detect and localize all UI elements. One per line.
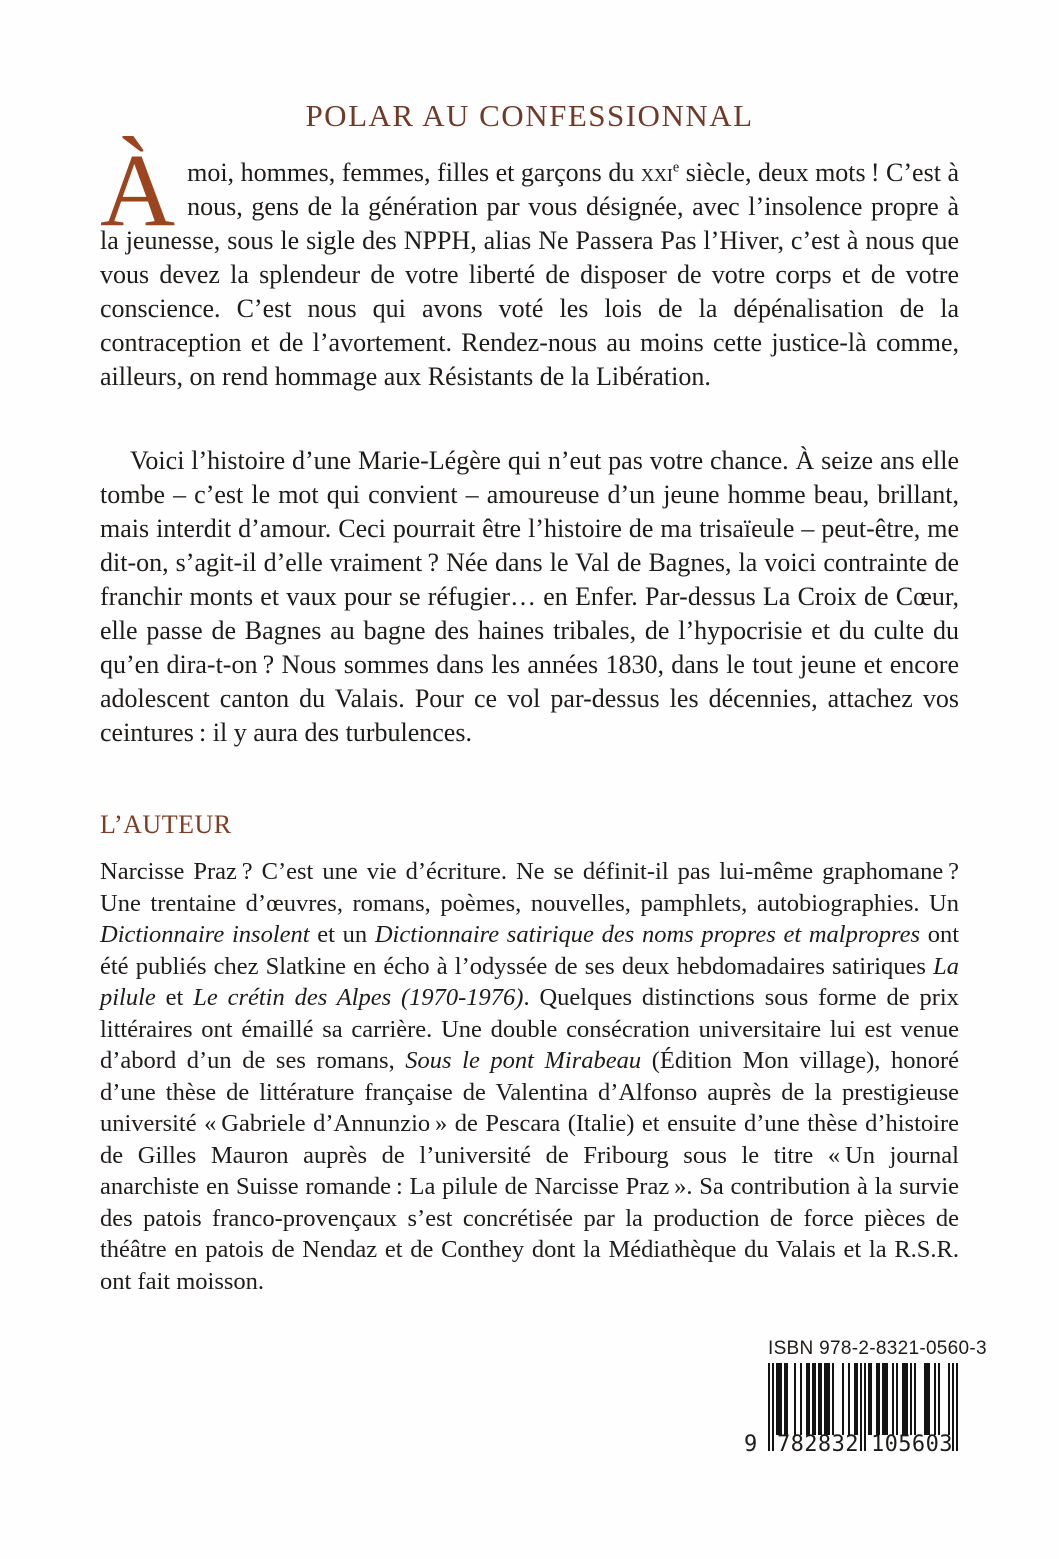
isbn-label: ISBN 978-2-8321-0560-3 <box>768 1338 987 1359</box>
page-title: POLAR AU CONFESSIONNAL <box>305 98 754 133</box>
synopsis-paragraph-1-text: moi, hommes, femmes, filles et garçons du xxi$^e$ siècle, deux mots ! C’est à nous, gens de la génération par vous désignée, avec l’insolence propre à la jeunesse, sous le sigle des NPPH, alias Ne Passera Pas l’Hiver, c’est à nous que vous devez la splendeur de votre liberté de disposer de votre corps et de votre conscience. C’est nous qui avons voté les lois de la dépénalisation de la contraception et de l’avortement. Rendez-nous au moins cette justice-là comme, ailleurs, on rend hommage aux Résistants de la Libération. <box>100 158 959 391</box>
barcode-block <box>738 1338 987 1461</box>
synopsis-paragraph-2: Voici l’histoire d’une Marie-Légère qui n’eut pas votre chance. À seize ans elle tombe – c’est le mot qui convient – amoureuse d’un jeune homme beau, brillant, mais interdit d’amour. Ceci pourrait être l’histoire de ma trisaïeule – peut-être, me dit-on, s’agit-il d’elle vraiment ? Née dans le Val de Bagnes, la voici contrainte de franchir monts et vaux pour se réfugier… en Enfer. Par-dessus La Croix de Cœur, elle passe de Bagnes au bagne des haines tribales, de l’hypocrisie et du culte du qu’en dira-t-on ? Nous sommes dans les années 1830, dans le tout jeune et encore adolescent canton du Valais. Pour ce vol par-dessus les décennies, attachez vos ceintures : il y aura des turbulences. <box>100 446 959 747</box>
ean-right-digits: 105603 <box>871 1432 953 1457</box>
ean-first-digit: 9 <box>744 1432 758 1457</box>
author-section-heading: L’AUTEUR <box>100 810 232 839</box>
synopsis-paragraph-1 <box>100 133 959 394</box>
ean-left-digits: 782832 <box>777 1432 859 1457</box>
dropcap-letter: À <box>100 133 176 248</box>
author-bio-paragraph: Narcisse Praz ? C’est une vie d’écriture. Ne se définit-il pas lui-même graphomane ? Une trentaine d’œuvres, romans, poèmes, nouvelles, pamphlets, autobiographies. Un Dictionnaire insolent et un Dictionnaire satirique des noms propres et malpropres ont été publiés chez Slatkine en écho à l’odyssée de ses deux hebdomadaires satiriques La pilule et Le crétin des Alpes (1970-1976). Quelques distinctions sous forme de prix littéraires ont émaillé sa carrière. Une double consécration universitaire lui est venue d’abord d’un de ses romans, Sous le pont Mirabeau (Édition Mon village), honoré d’une thèse de littérature française de Valentina d’Alfonso auprès de la prestigieuse université « Gabriele d’Annunzio » de Pescara (Italie) et ensuite d’une thèse d’histoire de Gilles Mauron auprès de l’université de Fribourg sous le titre « Un journal anarchiste en Suisse romande : La pilule de Narcisse Praz ». Sa contribution à la survie des patois franco-provençaux s’est concrétisée par la production de force pièces de théâtre en patois de Nendaz et de Conthey dont la Médiathèque du Valais et la R.S.R. ont fait moisson. <box>100 858 960 1295</box>
ean13-barcode-area <box>744 1363 958 1461</box>
